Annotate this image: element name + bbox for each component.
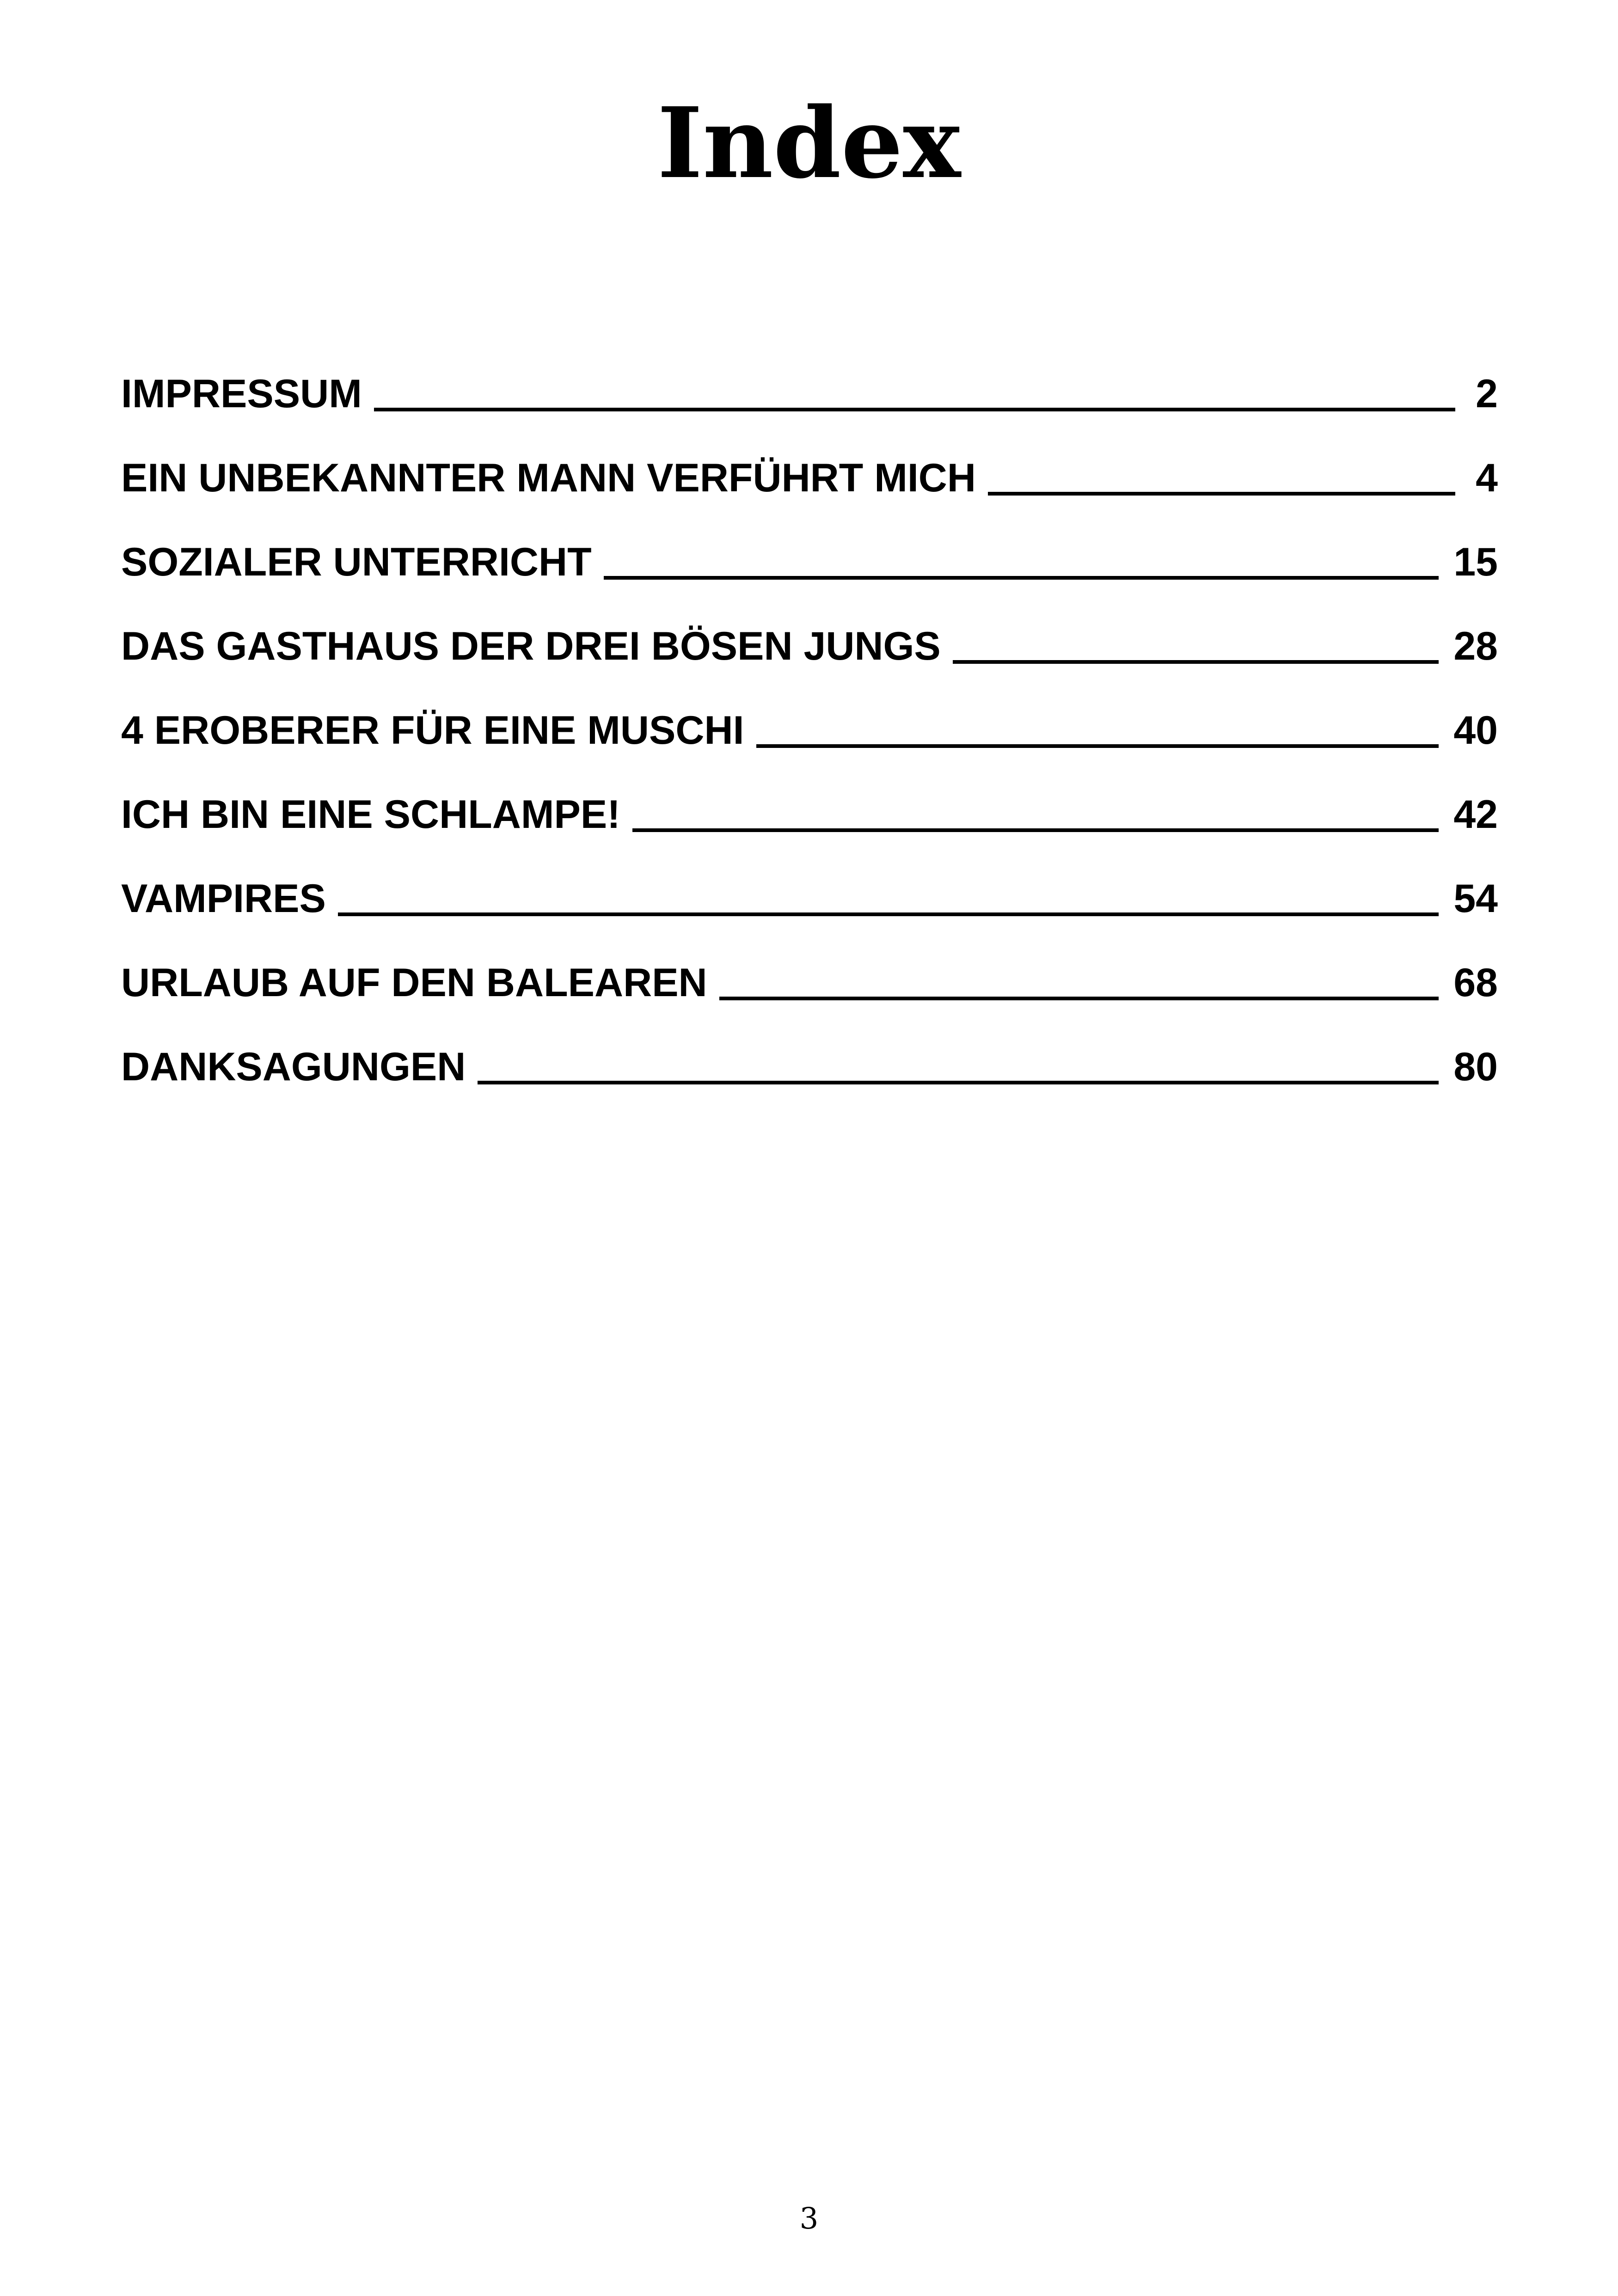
toc-leader-line — [632, 828, 1439, 832]
toc-entry-page: 15 — [1453, 540, 1498, 584]
toc-entry-ein-unbekannter-mann[interactable] — [121, 417, 1498, 501]
toc-entry-page: 28 — [1453, 624, 1498, 668]
toc-leader-line — [374, 408, 1455, 411]
toc-entry-vampires[interactable] — [121, 838, 1498, 922]
toc-entry-page: 2 — [1476, 372, 1498, 416]
toc-leader-line — [953, 660, 1439, 664]
toc-entry-ich-bin-eine-schlampe[interactable] — [121, 753, 1498, 838]
toc-entry-page: 40 — [1453, 708, 1498, 753]
toc-entry-danksagungen[interactable] — [121, 1006, 1498, 1090]
toc-entry-impressum[interactable] — [121, 333, 1498, 417]
toc-entry-title: DAS GASTHAUS DER DREI BÖSEN JUNGS — [121, 624, 941, 668]
toc-entry-page: 4 — [1476, 456, 1498, 500]
page-title: Index — [657, 86, 961, 200]
toc-entry-title: EIN UNBEKANNTER MANN VERFÜHRT MICH — [121, 456, 976, 500]
toc-leader-line — [338, 912, 1439, 916]
toc-entry-title: IMPRESSUM — [121, 372, 362, 416]
toc-entry-page: 54 — [1453, 876, 1498, 921]
toc-entry-title: VAMPIRES — [121, 876, 326, 921]
toc-entry-title: ICH BIN EINE SCHLAMPE! — [121, 792, 620, 837]
page-number: 3 — [799, 2202, 819, 2236]
toc-entry-title: DANKSAGUNGEN — [121, 1045, 466, 1089]
toc-entry-das-gasthaus[interactable] — [121, 585, 1498, 669]
table-of-contents — [121, 333, 1498, 1090]
toc-entry-title: 4 EROBERER FÜR EINE MUSCHI — [121, 708, 744, 753]
toc-entry-page: 80 — [1453, 1045, 1498, 1089]
toc-leader-line — [604, 576, 1439, 580]
toc-leader-line — [756, 744, 1439, 748]
toc-entry-page: 42 — [1453, 792, 1498, 837]
toc-entry-title: URLAUB AUF DEN BALEAREN — [121, 961, 707, 1005]
toc-entry-page: 68 — [1453, 961, 1498, 1005]
toc-leader-line — [719, 997, 1439, 1000]
toc-entry-4-eroberer[interactable] — [121, 669, 1498, 753]
toc-leader-line — [478, 1081, 1439, 1084]
toc-entry-sozialer-unterricht[interactable] — [121, 501, 1498, 585]
toc-leader-line — [988, 492, 1455, 496]
toc-entry-urlaub-auf-den-balearen[interactable] — [121, 922, 1498, 1006]
toc-entry-title: SOZIALER UNTERRICHT — [121, 540, 592, 584]
